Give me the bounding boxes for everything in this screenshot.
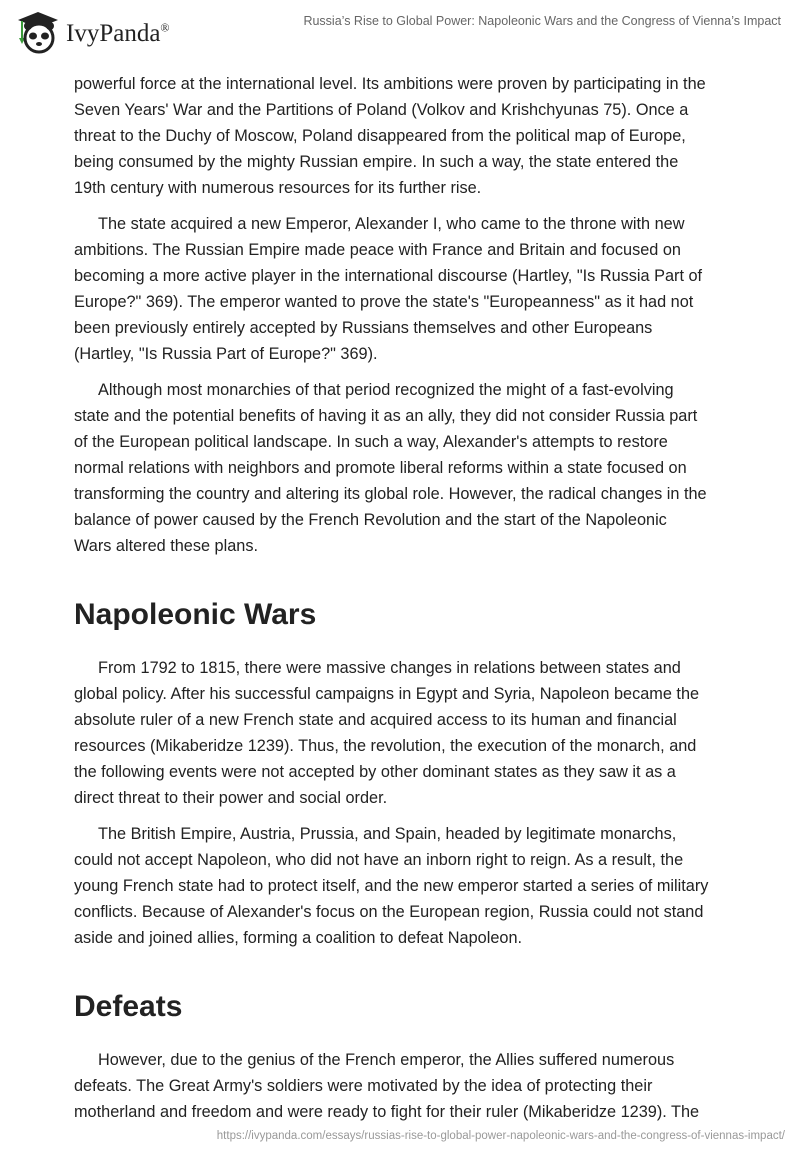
text-line: transforming the country and altering its global role. However, the radical changes in the <box>74 485 707 503</box>
text-line: motherland and freedom and were ready to fight for their ruler (Mikaberidze 1239). The <box>74 1103 700 1121</box>
text-line: Wars altered these plans. <box>74 537 259 555</box>
logo-text <box>66 20 170 48</box>
text-line: of the European political landscape. In such a way, Alexander's attempts to restore <box>74 433 668 451</box>
text-line: Although most monarchies of that period recognized the might of a fast-evolving <box>98 381 674 399</box>
text-line: (Hartley, "Is Russia Part of Europe?" 369). <box>74 345 378 363</box>
paragraph <box>74 377 734 559</box>
text-line: Europe?" 369). The emperor wanted to prove the state's "Europeanness" as it had not <box>74 293 694 311</box>
text-line: being consumed by the mighty Russian empire. In such a way, the state entered the <box>74 153 679 171</box>
text-line: The state acquired a new Emperor, Alexander I, who came to the throne with new <box>98 215 685 233</box>
text-line: becoming a more active player in the international discourse (Hartley, "Is Russia Part of <box>74 267 703 285</box>
paragraph <box>74 211 734 367</box>
section-heading-napoleonic-wars: Napoleonic Wars <box>74 598 317 631</box>
text-line: the following events were not accepted by other dominant states as they saw it as a <box>74 763 676 781</box>
source-url[interactable]: https://ivypanda.com/essays/russias-rise-to-global-power-napoleonic-wars-and-the-congress-of-viennas-impact/ <box>216 1130 785 1142</box>
text-line: powerful force at the international level. Its ambitions were proven by participating in the <box>74 75 706 93</box>
text-line: 19th century with numerous resources for its further rise. <box>74 179 482 197</box>
text-line: young French state had to protect itself, and the new emperor started a series of military <box>74 877 709 895</box>
text-line: Seven Years' War and the Partitions of Poland (Volkov and Krishchyunas 75). Once a <box>74 101 689 119</box>
panda-graduate-icon <box>14 8 62 56</box>
text-line: balance of power caused by the French Revolution and the start of the Napoleonic <box>74 511 667 529</box>
paragraph <box>74 71 734 201</box>
document-title: Russia’s Rise to Global Power: Napoleonic Wars and the Congress of Vienna’s Impact <box>303 14 781 28</box>
text-line: direct threat to their power and social order. <box>74 789 388 807</box>
text-line: ambitions. The Russian Empire made peace with France and Britain and focused on <box>74 241 681 259</box>
text-line: The British Empire, Austria, Prussia, and Spain, headed by legitimate monarchs, <box>98 825 677 843</box>
essay-body <box>74 71 734 1135</box>
text-line: aside and joined allies, forming a coalition to defeat Napoleon. <box>74 929 523 947</box>
text-line: global policy. After his successful campaigns in Egypt and Syria, Napoleon became the <box>74 685 700 703</box>
text-line: could not accept Napoleon, who did not have an inborn right to reign. As a result, the <box>74 851 684 869</box>
text-line: threat to the Duchy of Moscow, Poland disappeared from the political map of Europe, <box>74 127 686 145</box>
text-line: been previously entirely accepted by Russians themselves and other Europeans <box>74 319 653 337</box>
text-line: state and the potential benefits of having it as an ally, they did not consider Russia part <box>74 407 698 425</box>
text-line: resources (Mikaberidze 1239). Thus, the revolution, the execution of the monarch, and <box>74 737 697 755</box>
page-header <box>0 0 800 60</box>
paragraph <box>74 821 734 951</box>
text-line: absolute ruler of a new French state and acquired access to its human and financial <box>74 711 677 729</box>
text-line: From 1792 to 1815, there were massive changes in relations between states and <box>98 659 681 677</box>
text-line: conflicts. Because of Alexander's focus on the European region, Russia could not stand <box>74 903 704 921</box>
text-line: defeats. The Great Army's soldiers were motivated by the idea of protecting their <box>74 1077 653 1095</box>
paragraph <box>74 1047 734 1125</box>
registered-mark: ® <box>160 20 170 35</box>
ivypanda-logo[interactable] <box>14 8 170 56</box>
paragraph <box>74 655 734 811</box>
logo-wordmark: IvyPanda <box>66 20 161 47</box>
section-heading-defeats: Defeats <box>74 990 183 1023</box>
text-line: However, due to the genius of the French emperor, the Allies suffered numerous <box>98 1051 675 1069</box>
text-line: normal relations with neighbors and promote liberal reforms within a state focused on <box>74 459 687 477</box>
